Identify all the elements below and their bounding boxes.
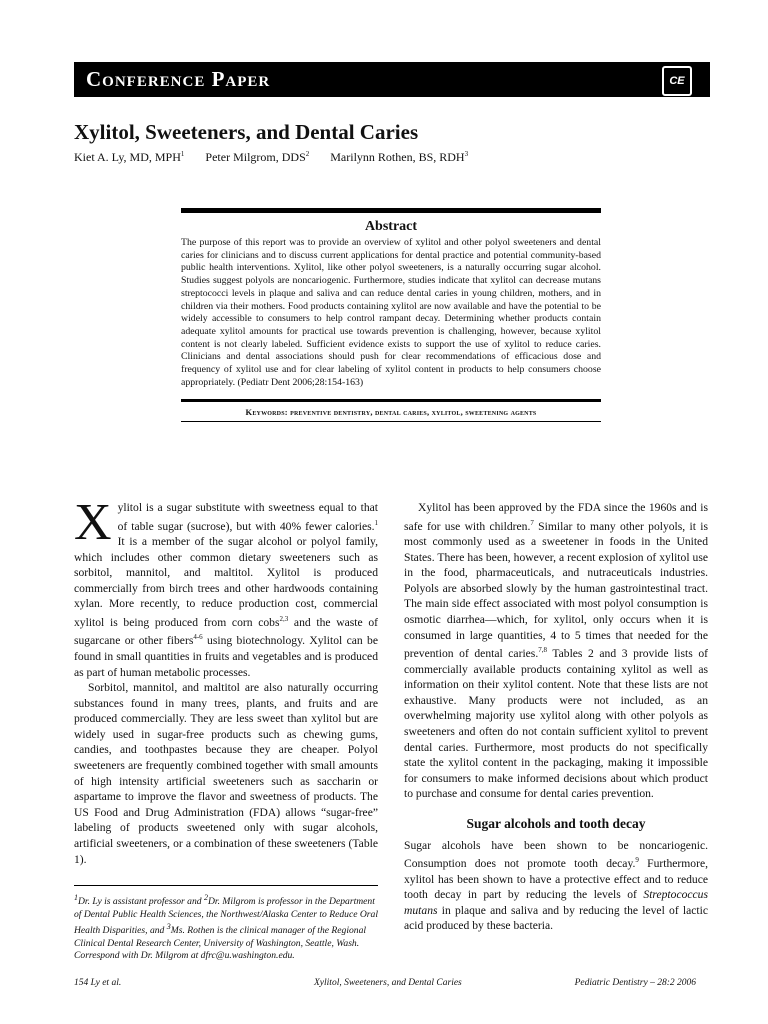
- keywords: Keywords: preventive dentistry, dental caries, xylitol, sweetening agents: [181, 399, 601, 417]
- footnote-correspondence: Correspond with Dr. Milgrom at dfrc@u.washington.edu.: [74, 950, 295, 962]
- author: Kiet A. Ly, MD, MPH$^1$: [74, 150, 185, 164]
- abstract-text: The purpose of this report was to provide an overview of xylitol and other polyol sweeteners and dental caries for clinicians and to discuss current applications for dental practice and potential community-based public health interventions. Xylitol, like other polyol sweeteners, is a naturally occurring sugar alcohol. Studies suggest polyols are noncariogenic. Furthermore, studies indicate that xylitol can decrease mutans streptococci levels in plaque and saliva and can reduce dental caries in young children, mothers, and in children via their mothers. Food products containing xylitol are now available and have the potential to be widely accessible to consumers to help control rampant decay. Determining whether products contain adequate xylitol amounts for practical use towards prevention is challenging, however, because xylitol content is not clearly labeled. Sufficient evidence exists to support the use of xylitol to reduce caries. Clinicians and dental associations should push for clear recommendations of efficacious dose and frequency of xylitol use and for clear labeling of xylitol content in products to help consumers choose appropriately. (Pediatr Dent 2006;28:154-163): [181, 237, 601, 388]
- abstract-box: [181, 208, 601, 422]
- page-footer: [74, 978, 710, 992]
- section-label: Conference Paper: [86, 67, 271, 91]
- footnote-affiliations: $^1$Dr. Ly is assistant professor and $^2$Dr. Milgrom is professor in the Department of Dental Public Health Sciences, the Northwest/Alaska Center to Reduce Oral Health Disparities, and $^3$Ms. Rothen is the clinical manager of the Regional Clinical Dental Research Center, University of Washington, Seattle, Wash.: [74, 893, 379, 949]
- page-number: 154 Ly et al.: [74, 978, 122, 988]
- running-title: Xylitol, Sweeteners, and Dental Caries: [314, 978, 462, 988]
- divider: [181, 421, 601, 422]
- section-banner: [74, 62, 710, 97]
- section-heading: Sugar alcohols and tooth decay: [466, 816, 646, 831]
- paper-title: Xylitol, Sweeteners, and Dental Caries: [74, 120, 419, 144]
- body-paragraph: Xylitol is a sugar substitute with sweetness equal to that of table sugar (sucrose), but with 40% fewer calories.$^1$ It is a member of the sugar alcohol or polyol family, which includes other common dietary sweeteners such as sorbitol, mannitol, and maltitol. Xylitol is produced commercially from birch trees and other hardwoods containing xylan. More recently, to reduce production cost, commercial xylitol is being produced from corn cobs$^{2,3}$ and the waste of sugarcane or other fibers$^{4-6}$ using biotechnology. Xylitol can be found in small quantities in fruits and vegetables and is produced as part of human metabolic processes.: [74, 494, 378, 679]
- body-paragraph: Xylitol has been approved by the FDA since the 1960s and is safe for use with children.$^7$ Similar to many other polyols, it is most commonly used as a sweetener in foods in the United States. There has been, however, a recent explosion of xylitol use in the food, pharmaceuticals, and nutraceuticals industries. Polyols are absorbed slowly by the human gastrointestinal tract. The main side effect associated with most polyol consumption is osmotic diarrhea—which, for xylitol, only occurs when it is consumed in large quantities, 4 to 5 times that needed for the prevention of dental caries.$^{7,8}$ Tables 2 and 3 provide lists of commercially available products containing xylitol as well as information on their xylitol content. Note that these lists are not exhaustive. Many products were not included, as an overwhelming majority use xylitol along with other polyols as sweeteners and often do not contain sufficient xylitol to prevent dental caries. Furthermore, most products do not specifically state the xylitol content in the packaging, making it impossible for consumers to make informed decisions about which product to purchase and consume for dental caries prevention.: [404, 501, 708, 801]
- author-footnote: [74, 885, 378, 963]
- body-column-left: [74, 494, 378, 867]
- author: Peter Milgrom, DDS$^2$: [205, 150, 310, 164]
- author: Marilynn Rothen, BS, RDH$^3$: [330, 150, 469, 164]
- drop-cap: X: [74, 494, 112, 551]
- ce-badge-icon: CE: [662, 66, 692, 96]
- journal-citation: Pediatric Dentistry – 28:2 2006: [574, 978, 696, 988]
- body-column-right: [404, 500, 708, 934]
- body-paragraph: Sorbitol, mannitol, and maltitol are also naturally occurring substances found in many trees, plants, and fruits and are produced commercially. They are less sweet than xylitol but are widely used in sugar-free products such as chewing gums, candies, and toothpastes because they are cheaper. Polyol sweeteners are frequently combined together with small amounts of high intensity artificial sweeteners such as saccharin or aspartame to improve the flavor and sweetness of products. The US Food and Drug Administration (FDA) allows “sugar-free” labeling of products sweetened only with sugar alcohols, artificial sweeteners, or a combination of these sweeteners (Table 1).: [74, 681, 378, 866]
- abstract-heading: Abstract: [364, 219, 418, 234]
- author-list: [74, 150, 486, 165]
- body-paragraph: Sugar alcohols have been shown to be noncariogenic. Consumption does not promote tooth decay.$^9$ Furthermore, xylitol has been shown to have a protective effect and to reduce tooth decay in part by reducing the levels of Streptococcus mutans in plaque and saliva and by reducing the level of lactic acid produced by these bacteria.: [404, 838, 708, 933]
